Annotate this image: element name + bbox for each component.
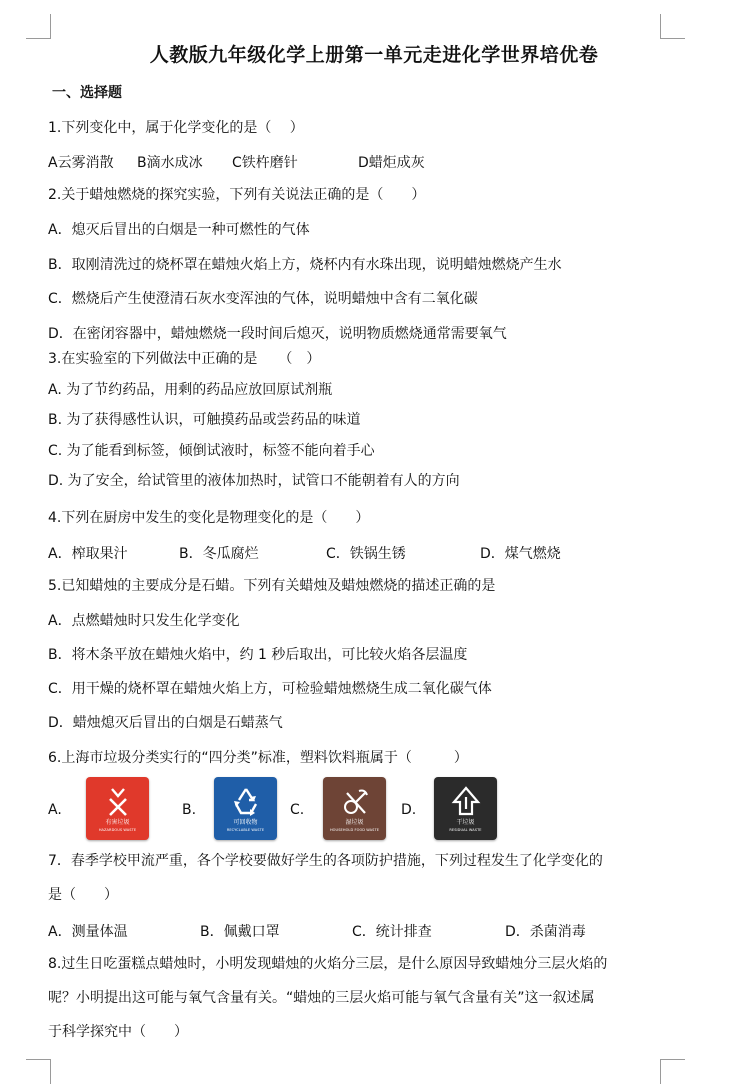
q1-option-c: C铁杵磨针 [232,155,298,171]
bin-label-cn: 干垃圾 [456,819,475,826]
bin-label-en: RECYCLABLE WASTE [226,828,265,832]
q5-option-a: A．点燃蜡烛时只发生化学变化 [48,613,240,629]
q4-option-a: A．榨取果汁 [48,546,128,562]
q7-option-d: D．杀菌消毒 [505,924,586,940]
q4-option-b: B．冬瓜腐烂 [179,546,259,562]
q7-option-b: B．佩戴口罩 [200,924,280,940]
q3-option-c: C. 为了能看到标签，倾倒试液时，标签不能向着手心 [48,443,375,459]
q7-option-a: A．测量体温 [48,924,128,940]
q1-option-b: B滴水成冰 [137,155,203,171]
q3-option-d: D. 为了安全，给试管里的液体加热时，试管口不能朝着有人的方向 [48,473,460,489]
section-heading: 一、选择题 [52,85,122,101]
q1-option-d: D蜡炬成灰 [358,155,425,171]
q6-option-a-letter: A. [48,802,62,818]
question-4: 4.下列在厨房中发生的变化是物理变化的是（ ） [48,510,370,526]
question-5: 5.已知蜡烛的主要成分是石蜡。下列有关蜡烛及蜡烛燃烧的描述正确的是 [48,578,496,594]
q2-option-b: B．取刚清洗过的烧杯罩在蜡烛火焰上方，烧杯内有水珠出现，说明蜡烛燃烧产生水 [48,257,562,273]
recycle-icon [230,785,262,817]
bin-label-cn: 有害垃圾 [105,819,130,826]
q3-option-a: A. 为了节约药品，用剩的药品应放回原试剂瓶 [48,382,333,398]
q5-option-d: D．蜡烛熄灭后冒出的白烟是石蜡蒸气 [48,715,283,731]
crop-mark-bottom-right [660,1059,685,1084]
question-8: 8.过生日吃蛋糕点蜡烛时，小明发现蜡烛的火焰分三层，是什么原因导致蜡烛分三层火焰的 [48,956,608,972]
crop-mark-top-right [660,14,685,39]
recyclable-waste-bin [214,777,277,840]
q5-option-b: B．将木条平放在蜡烛火焰中，约 1 秒后取出，可比较火焰各层温度 [48,647,468,663]
crop-mark-top-left [26,14,51,39]
question-3: 3.在实验室的下列做法中正确的是 （ ） [48,351,321,367]
hazardous-waste-bin [86,777,149,840]
household-food-waste-bin [323,777,386,840]
crop-mark-bottom-left [26,1059,51,1084]
bin-label-en: HAZARDOUS WASTE [98,828,137,832]
bin-label-en: RESIDUAL WASTE [449,828,482,832]
question-2: 2.关于蜡烛燃烧的探究实验，下列有关说法正确的是（ ） [48,187,426,203]
q5-option-c: C．用干燥的烧杯罩在蜡烛火焰上方，可检验蜡烛燃烧生成二氧化碳气体 [48,681,492,697]
q4-option-d: D．煤气燃烧 [480,546,561,562]
q6-option-b-letter: B. [182,802,197,818]
q6-option-d-letter: D. [401,802,417,818]
q3-option-b: B. 为了获得感性认识，可触摸药品或尝药品的味道 [48,412,361,428]
q7-option-c: C．统计排查 [352,924,432,940]
page-title: 人教版九年级化学上册第一单元走进化学世界培优卷 [149,44,599,66]
question-7-continued: 是（ ） [48,887,118,903]
question-8-line-2: 呢？小明提出这可能与氧气含量有关。“蜡烛的三层火焰可能与氧气含量有关”这一叙述属 [48,990,595,1006]
question-6: 6.上海市垃圾分类实行的“四分类”标准，塑料饮料瓶属于（ ） [48,750,468,766]
bin-label-cn: 湿垃圾 [345,819,364,826]
q6-option-c-letter: C. [290,802,305,818]
q2-option-c: C．燃烧后产生使澄清石灰水变浑浊的气体，说明蜡烛中含有二氧化碳 [48,291,478,307]
question-1: 1.下列变化中，属于化学变化的是（ ） [48,120,304,136]
q4-option-c: C．铁锅生锈 [326,546,406,562]
q2-option-d: D．在密闭容器中，蜡烛燃烧一段时间后熄灭，说明物质燃烧通常需要氧气 [48,326,507,342]
question-8-line-3: 于科学探究中（ ） [48,1024,188,1040]
residual-waste-bin [434,777,497,840]
q2-option-a: A．熄灭后冒出的白烟是一种可燃性的气体 [48,222,310,238]
hazardous-waste-icon [102,785,134,817]
food-waste-icon [339,785,371,817]
question-7: 7．春季学校甲流严重，各个学校要做好学生的各项防护措施，下列过程发生了化学变化的 [48,853,603,869]
residual-waste-icon [450,785,482,817]
q1-option-a: A云雾消散 [48,155,114,171]
bin-label-en: HOUSEHOLD FOOD WASTE [329,828,380,832]
bin-label-cn: 可回收物 [233,819,258,826]
